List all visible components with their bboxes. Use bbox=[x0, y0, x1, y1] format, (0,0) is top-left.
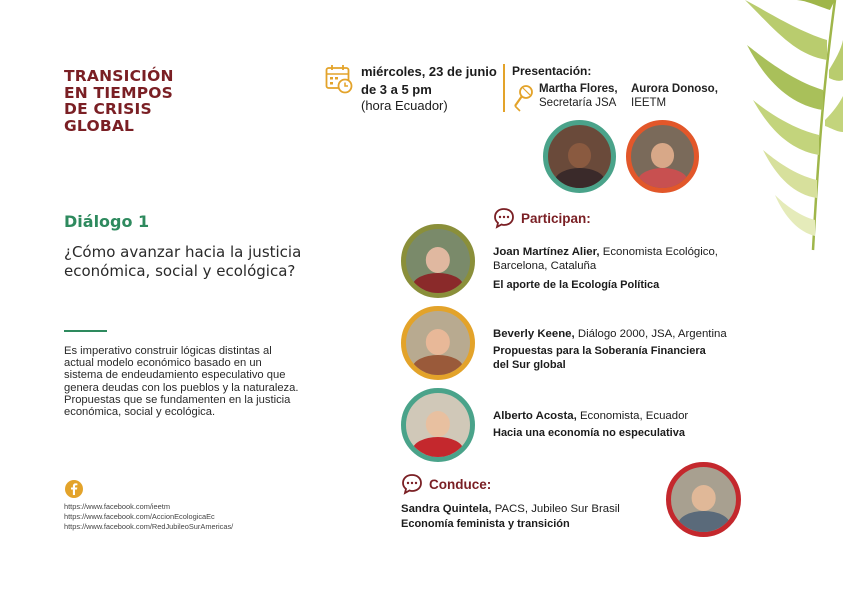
facebook-link[interactable]: https://www.facebook.com/RedJubileoSurAmericas/ bbox=[64, 522, 234, 531]
participant-3 bbox=[493, 409, 793, 441]
presenter-1 bbox=[539, 82, 618, 110]
event-title-line: DE CRISIS bbox=[64, 100, 152, 118]
section-divider bbox=[64, 330, 107, 332]
participant-details: Barcelona, Cataluña bbox=[493, 260, 597, 272]
dialog-description: Es imperativo construir lógicas distintas al actual modelo económico basado en un sistema de endeudamiento especulativo que genera deudas con los pueblos y la naturaleza. Propuestas que se fundamenten en la justicia económica, social y ecológica. bbox=[64, 345, 299, 419]
event-title-line: TRANSICIÓN bbox=[64, 67, 174, 85]
avatar-martha-flores bbox=[543, 120, 616, 193]
participant-details: Economista Ecológico, bbox=[602, 246, 718, 258]
dialog-question: ¿Cómo avanzar hacia la justicia económica, social y ecológica? bbox=[64, 243, 302, 280]
microphone-icon bbox=[511, 84, 535, 112]
avatar-sandra-quintela bbox=[666, 462, 741, 537]
dialog-heading: Diálogo 1 bbox=[64, 212, 150, 231]
participant-talk: Propuestas para la Soberanía Financiera bbox=[493, 345, 706, 357]
presenter-role: Secretaría JSA bbox=[539, 97, 617, 109]
participants-heading: Participan: bbox=[521, 211, 591, 226]
participant-2 bbox=[493, 327, 793, 372]
chat-bubble-icon bbox=[493, 207, 515, 229]
event-title-line: GLOBAL bbox=[64, 116, 135, 135]
vertical-divider bbox=[503, 64, 505, 112]
participant-name: Alberto Acosta, bbox=[493, 410, 577, 422]
moderator-talk: Economía feminista y transición bbox=[401, 518, 570, 530]
chat-bubble-icon bbox=[401, 473, 423, 495]
avatar-alberto-acosta bbox=[401, 388, 475, 462]
participant-talk: del Sur global bbox=[493, 358, 566, 371]
presentation-heading: Presentación: bbox=[512, 64, 592, 78]
presenter-role: IEETM bbox=[631, 97, 667, 109]
facebook-icon bbox=[65, 480, 83, 498]
links-list bbox=[64, 502, 233, 532]
event-title-line: EN TIEMPOS bbox=[64, 83, 174, 102]
facebook-link[interactable]: https://www.facebook.com/AccionEcologicaEc bbox=[64, 512, 215, 521]
moderator-heading: Conduce: bbox=[429, 477, 492, 492]
calendar-clock-icon bbox=[325, 64, 353, 94]
participant-talk: Hacia una economía no especulativa bbox=[493, 427, 685, 439]
avatar-beverly-keene bbox=[401, 306, 475, 380]
moderator bbox=[401, 502, 661, 532]
avatar-joan-martinez-alier bbox=[401, 224, 475, 298]
event-title bbox=[64, 68, 264, 134]
participant-details: Diálogo 2000, JSA, Argentina bbox=[577, 328, 727, 340]
presenter-name: Aurora Donoso, bbox=[631, 83, 718, 95]
event-date: miércoles, 23 de junio bbox=[361, 64, 497, 79]
moderator-details: PACS, Jubileo Sur Brasil bbox=[494, 503, 620, 515]
facebook-link[interactable]: https://www.facebook.com/ieetm bbox=[64, 502, 170, 511]
participant-name: Joan Martínez Alier, bbox=[493, 246, 600, 258]
presenter-2 bbox=[631, 82, 718, 110]
participant-1 bbox=[493, 245, 793, 293]
participant-name: Beverly Keene, bbox=[493, 328, 575, 340]
event-schedule bbox=[361, 64, 497, 114]
participant-talk: El aporte de la Ecología Política bbox=[493, 279, 660, 291]
moderator-name: Sandra Quintela, bbox=[401, 503, 492, 515]
presenter-name: Martha Flores, bbox=[539, 83, 618, 95]
avatar-aurora-donoso bbox=[626, 120, 699, 193]
event-timezone: (hora Ecuador) bbox=[361, 98, 448, 113]
event-time: de 3 a 5 pm bbox=[361, 82, 432, 97]
participant-details: Economista, Ecuador bbox=[579, 410, 689, 422]
leaf-branch-icon bbox=[735, 0, 843, 260]
